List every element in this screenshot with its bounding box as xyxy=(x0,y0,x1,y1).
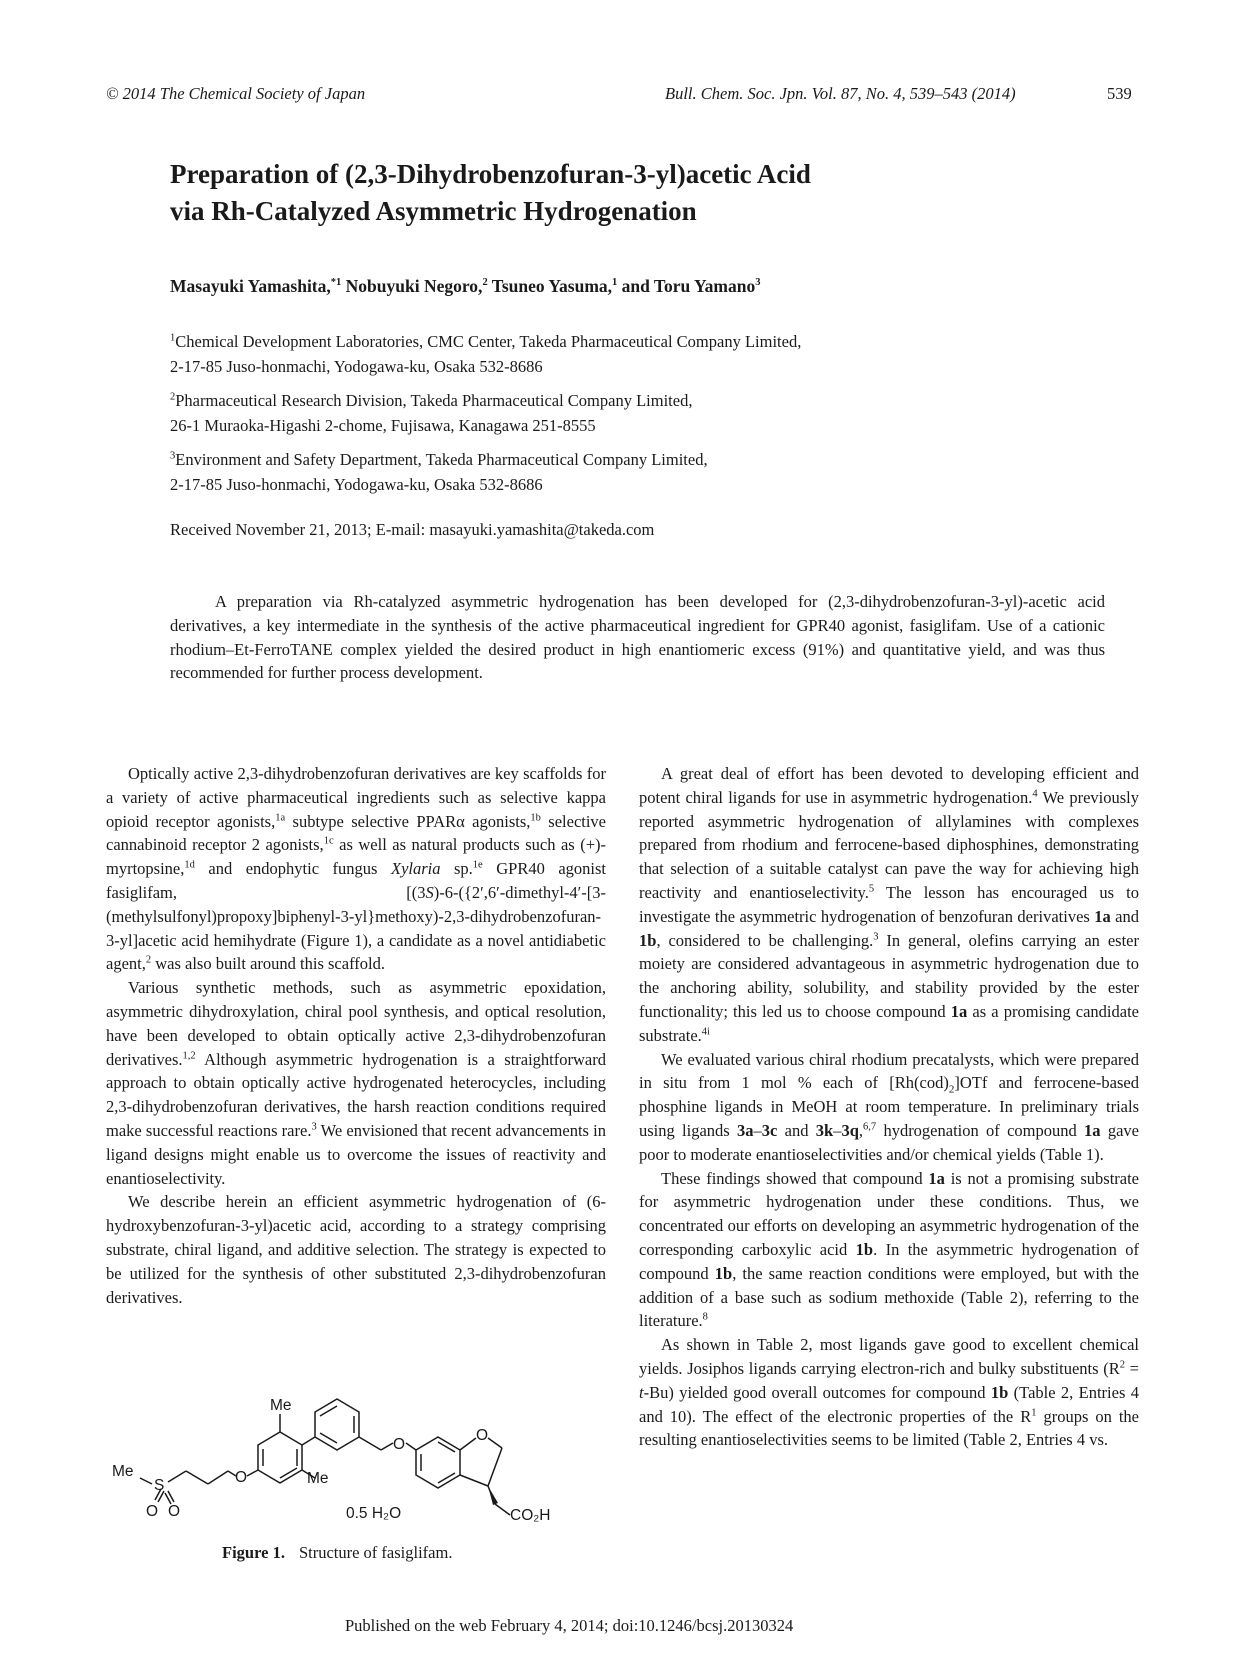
hydrate-label: 0.5 H₂O xyxy=(346,1505,402,1522)
paragraph: We evaluated various chiral rhodium precatalysts, which were prepared in situ from 1 mol % each of $[Rh(cod)_2]OTf$ and ferrocene-based phosphine ligands in MeOH at room temperature. In preliminary trials using ligands 3a–3c and 3k–3q,$^{6,7}$ hydrogenation of compound 1a gave poor to moderate enantioselectivities and/or chemical yields (Table 1). xyxy=(639,1049,1139,1164)
paragraph: Optically active 2,3-dihydrobenzofuran derivatives are key scaffolds for a variety of active pharmaceutical ingredients such as selective kappa opioid receptor agonists,$^{1a}$ subtype selective PPARα agonists,$^{1b}$ selective cannabinoid receptor 2 agonists,$^{1c}$ as well as natural products such as (+)-myrtopsine,$^{1d}$ and endophytic fungus Xylaria sp.$^{1e}$ GPR40 agonist fasiglifam, [(3S)-6-({2′,6′-dimethyl-4′-[3-(methylsulfonyl)propoxy]biphenyl-3-yl}methoxy)-2,3-dihydrobenzofuran-3-yl]acetic acid hemihydrate (Figure 1), a candidate as a novel antidiabetic agent,$^2$ was also built around this scaffold. xyxy=(106,764,607,974)
figure-caption-text: Structure of fasiglifam. xyxy=(298,1543,453,1562)
oxygen-label: O xyxy=(168,1503,181,1520)
figure-caption-label: Figure 1. xyxy=(222,1543,285,1562)
oxygen-label: O xyxy=(393,1436,406,1453)
paragraph: A great deal of effort has been devoted to developing efficient and potent chiral ligands for use in asymmetric hydrogenation.$^4$ We previously reported asymmetric hydrogenation of allylamines with complexes prepared from rhodium and ferrocene-based diphosphines, demonstrating that selection of a suitable catalyst can pave the way for achieving high reactivity and enantioselectivity.$^5$ The lesson has encouraged us to investigate the asymmetric hydrogenation of benzofuran derivatives 1a and 1b, considered to be challenging.$^3$ In general, olefins carrying an ester moiety are considered advantageous in asymmetric hydrogenation due to the anchoring ability, solubility, and stability provided by the ester functionality; this led us to choose compound 1a as a promising candidate substrate.$^{4i}$ xyxy=(639,764,1139,1045)
paragraph: As shown in Table 2, most ligands gave good to excellent chemical yields. Josiphos ligands carrying electron-rich and bulky substituents $(R^2 = t-Bu)$ yielded good overall outcomes for compound 1b (Table 2, Entries 4 and 10). The effect of the electronic properties of the $R^1$ groups on the resulting enantioselectivities seems to be limited (Table 2, Entries 4 vs. xyxy=(639,1335,1139,1450)
body-right-column xyxy=(639,762,1139,1452)
carboxylic-acid-label: CO₂H xyxy=(510,1507,551,1524)
methyl-label: Me xyxy=(307,1470,329,1487)
journal-copyright: © 2014 The Chemical Society of Japan xyxy=(106,84,366,103)
fasiglifam-structure-figure xyxy=(110,1378,610,1538)
oxygen-label: O xyxy=(235,1469,248,1486)
author-affiliation-mark: 3 xyxy=(755,277,761,289)
sulfur-label: S xyxy=(154,1477,165,1494)
paragraph: We describe herein an efficient asymmetric hydrogenation of (6-hydroxybenzofuran-3-yl)acetic acid, according to a strategy comprising substrate, chiral ligand, and additive selection. The strategy is expected to be utilized for the synthesis of other substituted 2,3-dihydrobenzofuran derivatives. xyxy=(106,1192,606,1307)
author-affiliation-mark: *1 xyxy=(330,277,342,289)
affiliation-2: $^2$Pharmaceutical Research Division, Takeda Pharmaceutical Company Limited, 26-1 Muraoka-Higashi 2-chome, Fujisawa, Kanagawa 251-8555 xyxy=(170,391,693,435)
oxygen-label: O xyxy=(146,1503,159,1520)
affiliation-1: $^1$Chemical Development Laboratories, CMC Center, Takeda Pharmaceutical Company Limited, 2-17-85 Juso-honmachi, Yodogawa-ku, Osaka 532-8686 xyxy=(170,332,802,376)
author: Nobuyuki Negoro, xyxy=(345,276,483,296)
figure-caption xyxy=(222,1543,452,1563)
journal-citation: Bull. Chem. Soc. Jpn. Vol. 87, No. 4, 539–543 (2014) xyxy=(665,84,1016,103)
author: Masayuki Yamashita, xyxy=(170,276,331,296)
affiliation-3: $^3$Environment and Safety Department, Takeda Pharmaceutical Company Limited, 2-17-85 Juso-honmachi, Yodogawa-ku, Osaka 532-8686 xyxy=(170,450,708,494)
abstract: A preparation via Rh-catalyzed asymmetric hydrogenation has been developed for (2,3-dihydrobenzofuran-3-yl)-acetic acid derivatives, a key intermediate in the synthesis of the active pharmaceutical ingredient for GPR40 agonist, fasiglifam. Use of a cationic rhodium–Et-FerroTANE complex yielded the desired product in high enantiomeric excess (91%) and quantitative yield, and was thus recommended for further process development. xyxy=(170,592,1105,683)
author-affiliation-mark: 2 xyxy=(482,277,488,289)
publication-footer: Published on the web February 4, 2014; doi:10.1246/bcsj.20130324 xyxy=(345,1616,794,1635)
paragraph: These findings showed that compound 1a is not a promising substrate for asymmetric hydrogenation under these conditions. Thus, we concentrated our efforts on developing an asymmetric hydrogenation of the corresponding carboxylic acid 1b. In the asymmetric hydrogenation of compound 1b, the same reaction conditions were employed, but with the addition of a base such as sodium methoxide (Table 2), referring to the literature.$^8$ xyxy=(639,1168,1139,1331)
title-line-2: via Rh-Catalyzed Asymmetric Hydrogenation xyxy=(170,196,697,226)
molecular-bonds xyxy=(140,1399,510,1515)
atom-labels xyxy=(112,1397,550,1524)
stereo-wedge xyxy=(488,1486,498,1505)
received-and-email: Received November 21, 2013; E-mail: masayuki.yamashita@takeda.com xyxy=(170,520,655,539)
body-left-column xyxy=(106,762,606,1309)
author: Tsuneo Yasuma, xyxy=(491,276,613,296)
methyl-label: Me xyxy=(112,1463,134,1480)
methyl-label: Me xyxy=(270,1397,292,1414)
title-line-1: Preparation of (2,3-Dihydrobenzofuran-3-yl)acetic Acid xyxy=(170,159,811,189)
paper-title xyxy=(170,156,970,230)
oxygen-label: O xyxy=(476,1427,489,1444)
author-list xyxy=(170,276,760,297)
paragraph: Various synthetic methods, such as asymmetric epoxidation, asymmetric dihydroxylation, chiral pool synthesis, and optical resolution, have been developed to obtain optically active 2,3-dihydrobenzofuran derivatives.$^{1,2}$ Although asymmetric hydrogenation is a straightforward approach to obtain optically active hydrogenated heterocycles, including 2,3-dihydrobenzofuran derivatives, the harsh reaction conditions required make successful reactions rare.$^3$ We envisioned that recent advancements in ligand designs might enable us to overcome the issues of reactivity and enantioselectivity. xyxy=(106,978,606,1188)
page-number: 539 xyxy=(1107,84,1132,103)
author-affiliation-mark: 1 xyxy=(612,277,618,289)
author: and Toru Yamano xyxy=(621,276,756,296)
